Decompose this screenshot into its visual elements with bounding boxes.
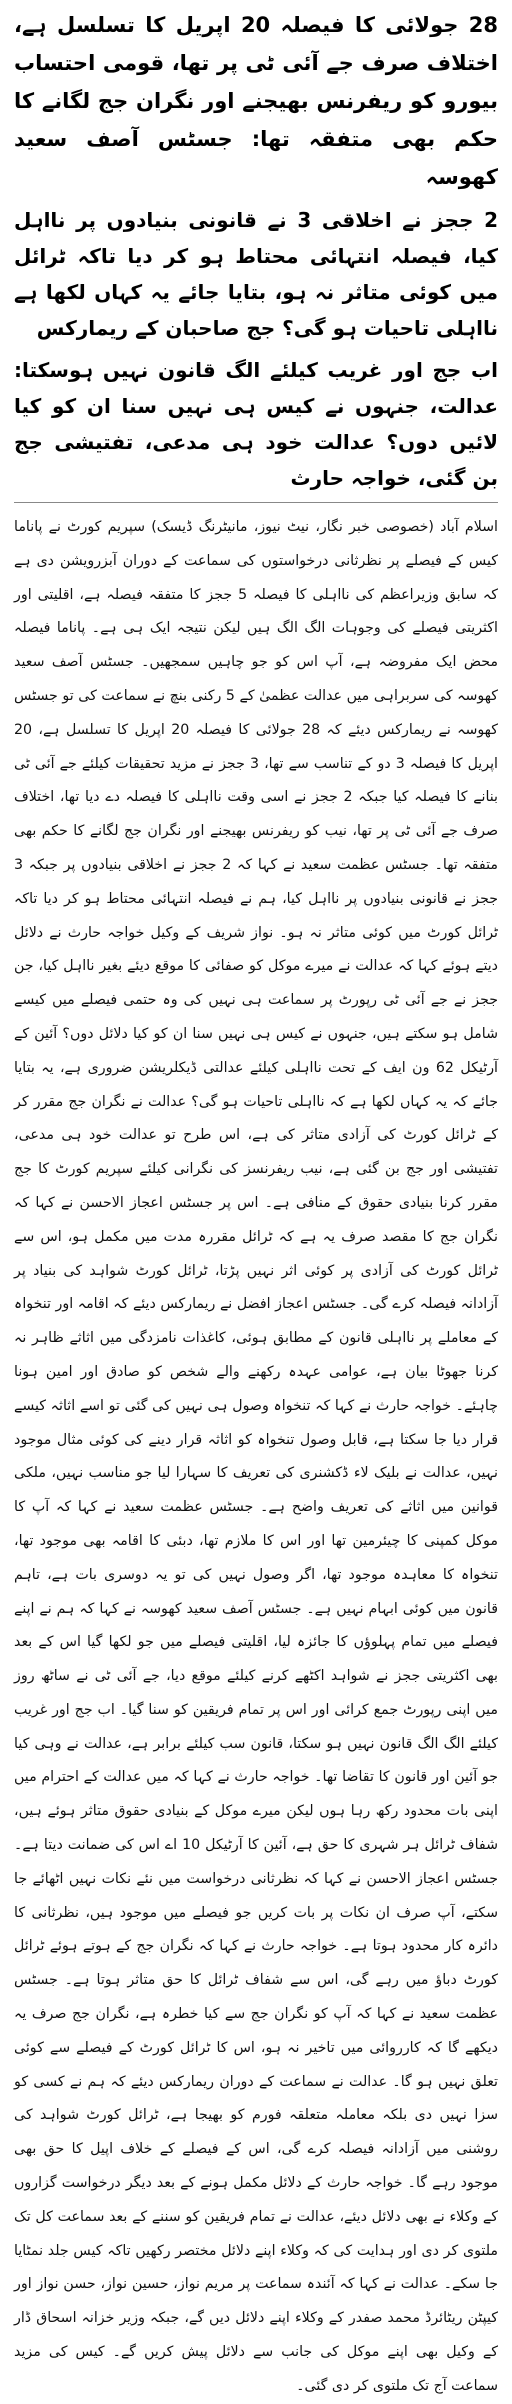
headline-secondary: 2 ججز نے اخلاقی 3 نے قانونی بنیادوں پر نااہل کیا، فیصلہ انتہائی محتاط ہو کر دیا تاکہ ٹرائل میں کوئی متاثر نہ ہو، بتایا جائے یہ کہاں لکھا ہے نااہلی تاحیات ہو گی؟ جج صاحبان کے ریمارکس	[14, 208, 499, 340]
headline-main: 28 جولائی کا فیصلہ 20 اپریل کا تسلسل ہے، اختلاف صرف جے آئی ٹی پر تھا، قومی احتساب بیورو کو ریفرنس بھیجنے اور نگران جج لگانے کا حکم بھی متفقہ تھا: جسٹس آصف سعید کھوسہ	[14, 13, 498, 189]
headline-tertiary: اب جج اور غریب کیلئے الگ قانون نہیں ہوسکتا: عدالت، جنہوں نے کیس ہی نہیں سنا ان کو کیا لائیں دوں؟ عدالت خود ہی مدعی، تفتیشی جج بن گئی، خواجہ حارث	[14, 358, 498, 490]
article-paragraph: اسلام آباد (خصوصی خبر نگار، نیٹ نیوز، مانیٹرنگ ڈیسک) سپریم کورٹ نے پاناما کیس کے فیصلے پر نظرثانی درخواستوں کی سماعت کے دوران آبزرویشن دی ہے کہ سابق وزیراعظم کی نااہلی کا فیصلہ 5 ججز کا متفقہ فیصلہ ہے، اقلیتی اور اکثریتی فیصلے کی وجوہات الگ الگ ہیں لیکن نتیجہ ایک ہی ہے۔ پاناما فیصلہ محض ایک مفروضہ ہے، آپ اس کو جو چاہیں سمجھیں۔ جسٹس آصف سعید کھوسہ کی سربراہی میں عدالت عظمیٰ کے 5 رکنی بنچ نے سماعت کی تو جسٹس کھوسہ نے ریمارکس دیئے کہ 28 جولائی کا فیصلہ 20 اپریل کا تسلسل ہے، 20 اپریل کا فیصلہ 3 دو کے تناسب سے تھا، 3 ججز نے مزید تحقیقات کیلئے جے آئی ٹی بنانے کا فیصلہ کیا جبکہ 2 ججز نے اسی وقت نااہلی کا فیصلہ دے دیا تھا، اختلاف صرف جے آئی ٹی پر تھا، نیب کو ریفرنس بھیجنے اور نگران جج لگانے کا حکم بھی متفقہ تھا۔ جسٹس عظمت سعید نے کہا کہ 2 ججز نے اخلاقی بنیادوں پر جبکہ 3 ججز نے قانونی بنیادوں پر نااہل کیا، ہم نے فیصلہ انتہائی محتاط ہو کر دیا تاکہ ٹرائل کورٹ میں کوئی متاثر نہ ہو۔ نواز شریف کے وکیل خواجہ حارث نے دلائل دیتے ہوئے کہا کہ عدالت نے میرے موکل کو صفائی کا موقع دیئے بغیر نااہل کیا، جن ججز نے جے آئی ٹی رپورٹ پر سماعت ہی نہیں کی وہ حتمی فیصلے میں کیسے شامل ہو سکتے ہیں، جنہوں نے کیس ہی نہیں سنا ان کو کیا دلائل دوں؟ آئین کے آرٹیکل 62 ون ایف کے تحت نااہلی کیلئے عدالتی ڈیکلریشن ضروری ہے، یہ بتایا جائے کہ یہ کہاں لکھا ہے کہ نااہلی تاحیات ہو گی؟ عدالت نے نگران جج مقرر کر کے ٹرائل کورٹ کی آزادی متاثر کی ہے، اس طرح تو عدالت خود ہی مدعی، تفتیشی اور جج بن گئی ہے، نیب ریفرنسز کی نگرانی کیلئے سپریم کورٹ کا جج مقرر کرنا بنیادی حقوق کے منافی ہے۔ اس پر جسٹس اعجاز الاحسن نے کہا کہ نگران جج کا مقصد صرف یہ ہے کہ ٹرائل مقررہ مدت میں مکمل ہو، اس سے ٹرائل کورٹ کی آزادی پر کوئی اثر نہیں پڑتا، ٹرائل کورٹ شواہد کی بنیاد پر آزادانہ فیصلہ کرے گی۔ جسٹس اعجاز افضل نے ریمارکس دیئے کہ اقامہ اور تنخواہ کے معاملے پر نااہلی قانون کے مطابق ہوئی، کاغذات نامزدگی میں اثاثے ظاہر نہ کرنا جھوٹا بیان ہے، عوامی عہدہ رکھنے والے شخص کو صادق اور امین ہونا چاہئے۔ خواجہ حارث نے کہا کہ تنخواہ وصول ہی نہیں کی گئی تو اسے اثاثہ کیسے قرار دیا جا سکتا ہے، قابل وصول تنخواہ کو اثاثہ قرار دینے کی کوئی مثال موجود نہیں، عدالت نے بلیک لاء ڈکشنری کی تعریف کا سہارا لیا جو مناسب نہیں، ملکی قوانین میں اثاثے کی تعریف واضح ہے۔ جسٹس عظمت سعید نے کہا کہ آپ کا موکل کمپنی کا چیئرمین تھا اور اس کا ملازم تھا، دبئی کا اقامہ بھی موجود تھا، تنخواہ کا معاہدہ موجود تھا، اگر وصول نہیں کی تو یہ دوسری بات ہے، تاہم قانون میں کوئی ابہام نہیں ہے۔ جسٹس آصف سعید کھوسہ نے کہا کہ ہم نے اپنے فیصلے میں تمام پہلوؤں کا جائزہ لیا، اقلیتی فیصلے میں جو لکھا گیا اس کے بعد بھی اکثریتی ججز نے شواہد اکٹھے کرنے کیلئے موقع دیا، جے آئی ٹی نے ساٹھ روز میں اپنی رپورٹ جمع کرائی اور اس پر تمام فریقین کو سنا گیا۔ اب جج اور غریب کیلئے الگ الگ قانون نہیں ہو سکتا، قانون سب کیلئے برابر ہے، عدالت نے وہی کیا جو آئین اور قانون کا تقاضا تھا۔ خواجہ حارث نے کہا کہ میں عدالت کے احترام میں اپنی بات محدود رکھ رہا ہوں لیکن میرے موکل کے بنیادی حقوق متاثر ہوئے ہیں، شفاف ٹرائل ہر شہری کا حق ہے، آئین کا آرٹیکل 10 اے اس کی ضمانت دیتا ہے۔ جسٹس اعجاز الاحسن نے کہا کہ نظرثانی درخواست میں نئے نکات نہیں اٹھائے جا سکتے، آپ صرف ان نکات پر بات کریں جو فیصلے میں موجود ہیں، نظرثانی کا دائرہ کار محدود ہوتا ہے۔ خواجہ حارث نے کہا کہ نگران جج کے ہوتے ہوئے ٹرائل کورٹ دباؤ میں رہے گی، اس سے شفاف ٹرائل کا حق متاثر ہوتا ہے۔ جسٹس عظمت سعید نے کہا کہ آپ کو نگران جج سے کیا خطرہ ہے، نگران جج صرف یہ دیکھے گا کہ کارروائی میں تاخیر نہ ہو، اس کا ٹرائل کورٹ کے فیصلے سے کوئی تعلق نہیں ہو گا۔ عدالت نے سماعت کے دوران ریمارکس دیئے کہ ہم نے کسی کو سزا نہیں دی بلکہ معاملہ متعلقہ فورم کو بھیجا ہے، ٹرائل کورٹ شواہد کی روشنی میں آزادانہ فیصلہ کرے گی، اس کے فیصلے کے خلاف اپیل کا حق بھی موجود رہے گا۔ خواجہ حارث کے دلائل مکمل ہونے کے بعد دیگر درخواست گزاروں کے وکلاء نے بھی دلائل دیئے، عدالت نے تمام فریقین کو سننے کے بعد سماعت کل تک ملتوی کر دی اور ہدایت کی کہ وکلاء اپنے دلائل مختصر رکھیں تاکہ کیس جلد نمٹایا جا سکے۔ عدالت نے کہا کہ آئندہ سماعت پر مریم نواز، حسین نواز، حسن نواز اور کیپٹن ریٹائرڈ محمد صفدر کے وکلاء اپنے دلائل دیں گے، جبکہ وزیر خزانہ اسحاق ڈار کے وکیل بھی اپنے موکل کی جانب سے دلائل پیش کریں گے۔ کیس کی مزید سماعت آج تک ملتوی کر دی گئی۔	[14, 519, 499, 2394]
headline-block	[14, 6, 498, 496]
headline-divider	[14, 502, 498, 503]
article-body	[14, 511, 498, 2404]
